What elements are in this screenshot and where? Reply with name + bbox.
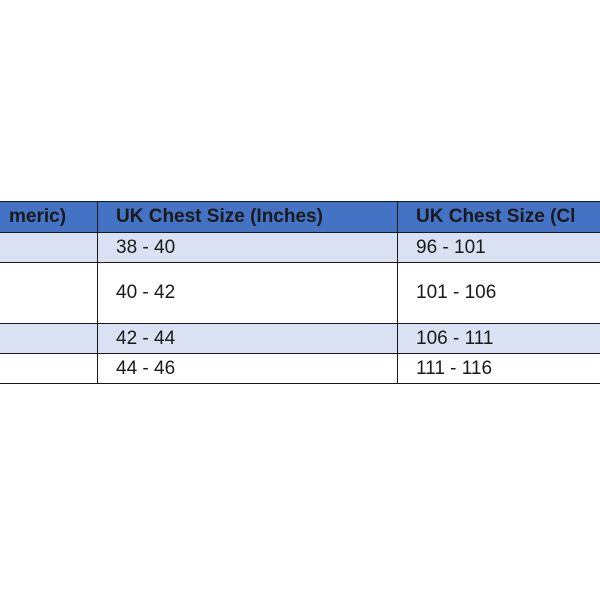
cell-chest-cm: 96 - 101 — [398, 233, 600, 263]
cell-chest-inches: 44 - 46 — [98, 354, 398, 384]
cell-size — [0, 263, 98, 324]
cell-chest-cm: 106 - 111 — [398, 324, 600, 354]
cell-chest-inches: 42 - 44 — [98, 324, 398, 354]
table-header-row — [0, 202, 600, 233]
header-uk-chest-cm: UK Chest Size (Cl — [398, 202, 600, 233]
cell-size — [0, 233, 98, 263]
cell-chest-cm: 101 - 106 — [398, 263, 600, 324]
table-row — [0, 324, 600, 354]
table-row — [0, 263, 600, 324]
cell-chest-cm: 111 - 116 — [398, 354, 600, 384]
cell-chest-inches: 38 - 40 — [98, 233, 398, 263]
header-uk-chest-inches: UK Chest Size (Inches) — [98, 202, 398, 233]
header-numeric-size: meric) — [0, 202, 98, 233]
table-row — [0, 354, 600, 384]
table-row — [0, 233, 600, 263]
cell-chest-inches: 40 - 42 — [98, 263, 398, 324]
cell-size — [0, 354, 98, 384]
cell-size — [0, 324, 98, 354]
size-chart-table — [0, 201, 600, 384]
